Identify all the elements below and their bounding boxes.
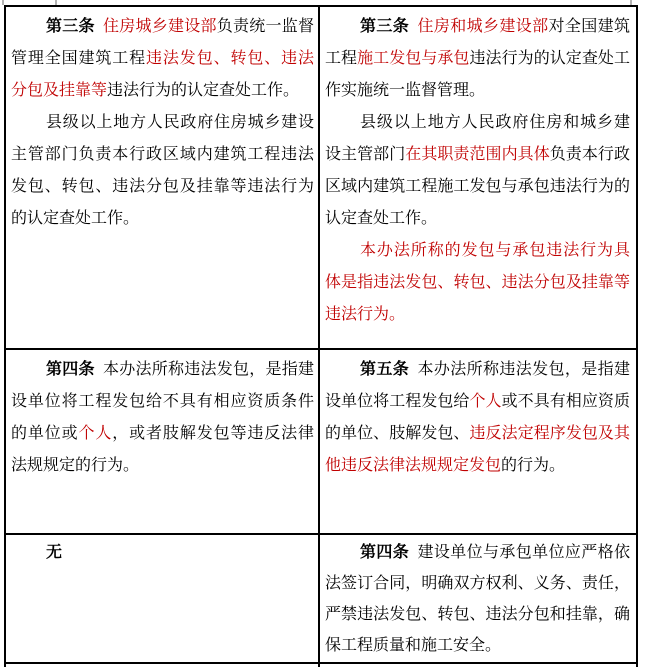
article-number: 第三条 — [46, 18, 95, 35]
revision-emphasis-text: 本办法所称的发包与承包违法行为具体是指违法发包、转包、违法分包及挂靠等违法行为。 — [325, 242, 630, 323]
old-version-cell — [6, 7, 320, 348]
revision-emphasis-text: 在其职责范围内具体 — [405, 146, 550, 163]
body-text: 或不具有相应资质的单位、肢解发包、 — [325, 393, 630, 442]
body-text: 县级以上地方人民政府住房和城乡建设主管部门 — [325, 114, 630, 163]
old-version-cell — [6, 350, 320, 533]
body-text — [409, 18, 417, 35]
body-text: 违法行为的认定查处工作。 — [107, 82, 300, 99]
body-text: 建设单位与承包单位应严格依法签订合同，明确双方权利、义务、责任，严禁违法发包、转包、违法分包和挂靠，确保工程质量和施工安全。 — [325, 544, 630, 654]
revision-emphasis-text: 违反法定程序发包及其他违反法律法规规定发包 — [325, 425, 630, 474]
article-number: 无 — [46, 544, 63, 561]
body-text: 对全国建筑工程 — [325, 18, 630, 67]
paragraph — [11, 537, 314, 568]
body-text — [95, 18, 103, 35]
table-row-illegal-contracting-definition — [6, 350, 636, 535]
revision-emphasis-text: 个人 — [78, 425, 113, 442]
paragraph — [325, 107, 630, 235]
article-number: 第四条 — [46, 361, 95, 378]
body-text: ，或者肢解发包等违反法律法规规定的行为。 — [11, 425, 314, 474]
paragraph — [325, 235, 630, 331]
old-version-cell — [6, 535, 320, 662]
revision-emphasis-text: 住房城乡建设部 — [102, 18, 217, 35]
paragraph — [11, 107, 314, 235]
body-text: 违法行为的认定查处工作实施统一监督管理。 — [325, 50, 630, 99]
body-text: 负责统一监督管理全国建筑工程 — [11, 18, 314, 67]
revision-emphasis-text: 违法发包、转包、违法分包及挂靠等 — [11, 50, 314, 99]
article-number: 第三条 — [360, 18, 410, 35]
new-version-cell — [320, 7, 634, 348]
revision-emphasis-text: 施工发包与承包 — [357, 50, 470, 67]
paragraph — [11, 354, 314, 482]
paragraph — [11, 11, 314, 107]
table-row-contract-signing — [6, 535, 636, 664]
paragraph — [325, 537, 630, 661]
new-version-cell — [320, 535, 634, 662]
body-text: 县级以上地方人民政府住房城乡建设主管部门负责本行政区域内建筑工程违法发包、转包、违法分包及挂靠等违法行为的认定查处工作。 — [11, 114, 314, 227]
body-text — [409, 361, 417, 378]
article-number: 第四条 — [360, 544, 410, 561]
paragraph — [325, 11, 630, 107]
revision-emphasis-text: 个人 — [469, 393, 502, 410]
body-text — [409, 544, 417, 561]
revision-emphasis-text: 住房和城乡建设部 — [417, 18, 549, 35]
regulation-comparison-table — [4, 5, 638, 667]
body-text: 本办法所称违法发包，是指建设单位将工程发包给不具有相应资质条件的单位或 — [11, 361, 314, 442]
new-version-cell — [320, 350, 634, 533]
body-text: 的行为。 — [501, 457, 566, 474]
body-text: 本办法所称违法发包，是指建设单位将工程发包给 — [325, 361, 630, 410]
body-text: 负责本行政区域内建筑工程施工发包与承包违法行为的认定查处工作。 — [325, 146, 630, 227]
table-row-article-3 — [6, 7, 636, 350]
article-number: 第五条 — [360, 361, 410, 378]
paragraph — [325, 354, 630, 482]
body-text — [95, 361, 103, 378]
